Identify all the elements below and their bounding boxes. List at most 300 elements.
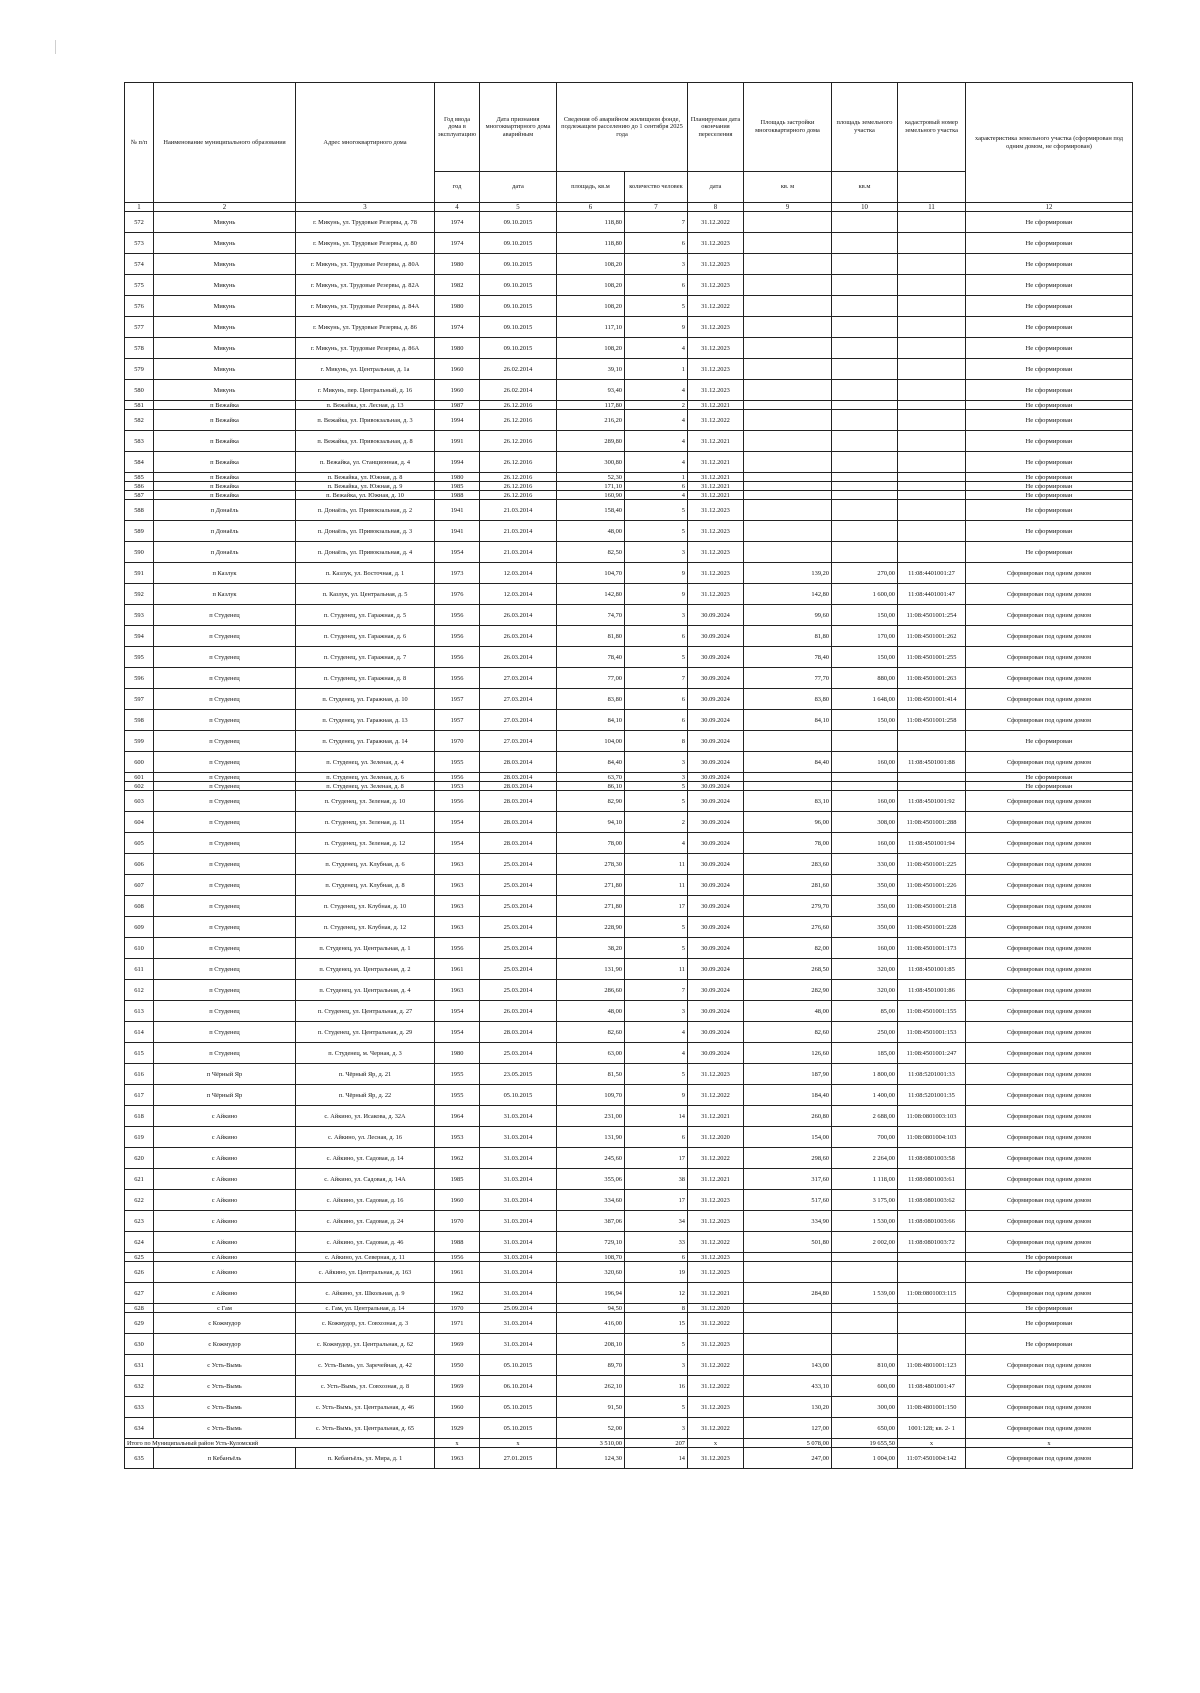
land-area-cell <box>832 338 898 359</box>
planned-date-cell: 30.09.2024 <box>688 626 744 647</box>
area-cell: 63,00 <box>557 1043 625 1064</box>
address-cell: п. Студенец, ул. Гаражная, д. 7 <box>296 647 435 668</box>
address-cell: с. Айкино, ул. Садовая, д. 16 <box>296 1190 435 1211</box>
subheader-year: год <box>435 172 480 203</box>
planned-date-cell: 31.12.2021 <box>688 473 744 482</box>
column-number: 11 <box>898 203 966 212</box>
total-row <box>125 1439 1133 1448</box>
cadastral-cell: 11:08:0801003:72 <box>898 1232 966 1253</box>
area-cell: 104,00 <box>557 731 625 752</box>
address-cell: п. Вежайка, ул. Южная, д. 9 <box>296 482 435 491</box>
header-land-area: площадь земельного участка <box>832 83 898 172</box>
emergency-date-cell: 31.03.2014 <box>480 1334 557 1355</box>
emergency-date-cell: 28.03.2014 <box>480 752 557 773</box>
row-number: 614 <box>125 1022 154 1043</box>
emergency-date-cell: 31.03.2014 <box>480 1106 557 1127</box>
emergency-date-cell: 28.03.2014 <box>480 1022 557 1043</box>
building-area-cell <box>744 482 832 491</box>
cadastral-cell: 11:08:4501001:414 <box>898 689 966 710</box>
row-number: 601 <box>125 773 154 782</box>
people-cell: 9 <box>625 317 688 338</box>
building-area-cell <box>744 380 832 401</box>
land-characteristic-cell: Сформирован под одним домом <box>966 791 1133 812</box>
land-characteristic-cell: Сформирован под одним домом <box>966 605 1133 626</box>
planned-date-cell: 31.12.2023 <box>688 1448 744 1469</box>
building-area-cell <box>744 1304 832 1313</box>
row-number: 618 <box>125 1106 154 1127</box>
land-characteristic-cell: Сформирован под одним домом <box>966 1190 1133 1211</box>
land-characteristic-cell: Не сформирован <box>966 317 1133 338</box>
year-cell: 1988 <box>435 1232 480 1253</box>
municipality-cell: п Вежайка <box>154 473 296 482</box>
land-characteristic-cell: Сформирован под одним домом <box>966 647 1133 668</box>
building-area-cell <box>744 473 832 482</box>
land-characteristic-cell: Сформирован под одним домом <box>966 1043 1133 1064</box>
year-cell: 1954 <box>435 1022 480 1043</box>
land-area-cell <box>832 431 898 452</box>
area-cell: 231,00 <box>557 1106 625 1127</box>
table-row <box>125 605 1133 626</box>
header-address: Адрес многоквартирного дома <box>296 83 435 203</box>
building-area-cell <box>744 233 832 254</box>
land-characteristic-cell: Не сформирован <box>966 452 1133 473</box>
table-row <box>125 491 1133 500</box>
area-cell: 142,80 <box>557 584 625 605</box>
people-cell: 8 <box>625 1304 688 1313</box>
municipality-cell: п Вежайка <box>154 491 296 500</box>
cadastral-cell <box>898 317 966 338</box>
address-cell: с. Айкино, ул. Центральная, д. 163 <box>296 1262 435 1283</box>
cadastral-cell: 11:08:0801003:103 <box>898 1106 966 1127</box>
address-cell: п. Казлук, ул. Восточная, д. 1 <box>296 563 435 584</box>
building-area-cell: 99,60 <box>744 605 832 626</box>
cadastral-cell: 11:08:4501001:153 <box>898 1022 966 1043</box>
people-cell: 11 <box>625 875 688 896</box>
row-number: 591 <box>125 563 154 584</box>
land-characteristic-cell: Сформирован под одним домом <box>966 626 1133 647</box>
people-cell: 9 <box>625 584 688 605</box>
emergency-date-cell: 09.10.2015 <box>480 212 557 233</box>
area-cell: 334,60 <box>557 1190 625 1211</box>
row-number: 633 <box>125 1397 154 1418</box>
row-number: 626 <box>125 1262 154 1283</box>
column-number: 6 <box>557 203 625 212</box>
people-cell: 1 <box>625 359 688 380</box>
row-number: 576 <box>125 296 154 317</box>
row-number: 610 <box>125 938 154 959</box>
column-number: 1 <box>125 203 154 212</box>
table-row <box>125 584 1133 605</box>
table-row <box>125 410 1133 431</box>
building-area-cell <box>744 410 832 431</box>
municipality-cell: п Вежайка <box>154 431 296 452</box>
year-cell: 1941 <box>435 521 480 542</box>
land-characteristic-cell: Сформирован под одним домом <box>966 1397 1133 1418</box>
land-area-cell: 185,00 <box>832 1043 898 1064</box>
cadastral-cell <box>898 773 966 782</box>
row-number: 608 <box>125 896 154 917</box>
address-cell: п. Студенец, ул. Центральная, д. 4 <box>296 980 435 1001</box>
row-number: 632 <box>125 1376 154 1397</box>
land-area-cell <box>832 731 898 752</box>
total-cadastral: x <box>898 1439 966 1448</box>
table-row <box>125 710 1133 731</box>
table-row <box>125 1085 1133 1106</box>
building-area-cell: 268,50 <box>744 959 832 980</box>
building-area-cell: 81,80 <box>744 626 832 647</box>
municipality-cell: с Кожмудор <box>154 1313 296 1334</box>
table-row <box>125 1190 1133 1211</box>
subheader-people: количество человек <box>625 172 688 203</box>
people-cell: 8 <box>625 731 688 752</box>
area-cell: 94,50 <box>557 1304 625 1313</box>
land-characteristic-cell: Не сформирован <box>966 275 1133 296</box>
people-cell: 5 <box>625 791 688 812</box>
people-cell: 9 <box>625 563 688 584</box>
year-cell: 1961 <box>435 959 480 980</box>
planned-date-cell: 31.12.2021 <box>688 431 744 452</box>
year-cell: 1956 <box>435 1253 480 1262</box>
cadastral-cell: 11:08:5201001:35 <box>898 1085 966 1106</box>
emergency-housing-table <box>124 82 1133 1469</box>
municipality-cell: с Айкино <box>154 1262 296 1283</box>
area-cell: 416,00 <box>557 1313 625 1334</box>
year-cell: 1963 <box>435 1448 480 1469</box>
people-cell: 3 <box>625 605 688 626</box>
people-cell: 12 <box>625 1283 688 1304</box>
emergency-date-cell: 05.10.2015 <box>480 1085 557 1106</box>
municipality-cell: с Айкино <box>154 1211 296 1232</box>
year-cell: 1956 <box>435 647 480 668</box>
area-cell: 387,06 <box>557 1211 625 1232</box>
land-area-cell: 2 002,00 <box>832 1232 898 1253</box>
address-cell: п. Вежайка, ул. Южная, д. 10 <box>296 491 435 500</box>
area-cell: 108,20 <box>557 296 625 317</box>
people-cell: 4 <box>625 833 688 854</box>
row-number: 624 <box>125 1232 154 1253</box>
emergency-date-cell: 25.03.2014 <box>480 1043 557 1064</box>
column-number: 12 <box>966 203 1133 212</box>
address-cell: с. Усть-Вымь, ул. Центральная, д. 65 <box>296 1418 435 1439</box>
land-area-cell: 320,00 <box>832 959 898 980</box>
address-cell: п. Чёрный Яр, д. 21 <box>296 1064 435 1085</box>
planned-date-cell: 31.12.2023 <box>688 1262 744 1283</box>
year-cell: 1987 <box>435 401 480 410</box>
table-row <box>125 521 1133 542</box>
emergency-date-cell: 28.03.2014 <box>480 833 557 854</box>
year-cell: 1964 <box>435 1106 480 1127</box>
municipality-cell: п Вежайка <box>154 482 296 491</box>
table-row <box>125 896 1133 917</box>
area-cell: 160,90 <box>557 491 625 500</box>
address-cell: п. Студенец, ул. Зеленая, д. 12 <box>296 833 435 854</box>
year-cell: 1974 <box>435 317 480 338</box>
cadastral-cell <box>898 473 966 482</box>
land-area-cell <box>832 500 898 521</box>
table-row <box>125 401 1133 410</box>
total-plan: x <box>688 1439 744 1448</box>
land-characteristic-cell: Сформирован под одним домом <box>966 896 1133 917</box>
people-cell: 5 <box>625 500 688 521</box>
building-area-cell: 82,60 <box>744 1022 832 1043</box>
subheader-plan-date: дата <box>688 172 744 203</box>
people-cell: 4 <box>625 431 688 452</box>
table-row <box>125 296 1133 317</box>
land-characteristic-cell: Не сформирован <box>966 212 1133 233</box>
land-area-cell <box>832 233 898 254</box>
building-area-cell: 517,60 <box>744 1190 832 1211</box>
row-number: 603 <box>125 791 154 812</box>
planned-date-cell: 31.12.2023 <box>688 254 744 275</box>
municipality-cell: п Вежайка <box>154 452 296 473</box>
address-cell: г. Микунь, ул. Центральная, д. 1а <box>296 359 435 380</box>
cadastral-cell <box>898 212 966 233</box>
year-cell: 1969 <box>435 1376 480 1397</box>
area-cell: 81,80 <box>557 626 625 647</box>
land-characteristic-cell: Не сформирован <box>966 782 1133 791</box>
planned-date-cell: 30.09.2024 <box>688 1043 744 1064</box>
address-cell: с. Айкино, ул. Садовая, д. 24 <box>296 1211 435 1232</box>
cadastral-cell: 11:08:4501001:263 <box>898 668 966 689</box>
address-cell: п. Студенец, ул. Клубная, д. 10 <box>296 896 435 917</box>
land-characteristic-cell: Сформирован под одним домом <box>966 1376 1133 1397</box>
people-cell: 5 <box>625 1334 688 1355</box>
row-number: 629 <box>125 1313 154 1334</box>
municipality-cell: п Студенец <box>154 689 296 710</box>
municipality-cell: Микунь <box>154 338 296 359</box>
table-row <box>125 1253 1133 1262</box>
municipality-cell: п Студенец <box>154 668 296 689</box>
cadastral-cell <box>898 1313 966 1334</box>
row-number: 593 <box>125 605 154 626</box>
land-area-cell <box>832 410 898 431</box>
people-cell: 38 <box>625 1169 688 1190</box>
cadastral-cell: 11:08:4501001:258 <box>898 710 966 731</box>
emergency-date-cell: 26.03.2014 <box>480 626 557 647</box>
planned-date-cell: 31.12.2023 <box>688 1064 744 1085</box>
area-cell: 89,70 <box>557 1355 625 1376</box>
address-cell: п. Студенец, ул. Центральная, д. 27 <box>296 1001 435 1022</box>
people-cell: 6 <box>625 233 688 254</box>
municipality-cell: п Студенец <box>154 1022 296 1043</box>
land-area-cell <box>832 491 898 500</box>
area-cell: 355,06 <box>557 1169 625 1190</box>
table-row <box>125 773 1133 782</box>
land-area-cell: 600,00 <box>832 1376 898 1397</box>
address-cell: п. Чёрный Яр, д. 22 <box>296 1085 435 1106</box>
year-cell: 1960 <box>435 1397 480 1418</box>
row-number: 617 <box>125 1085 154 1106</box>
column-number: 7 <box>625 203 688 212</box>
cadastral-cell: 11:08:4501001:255 <box>898 647 966 668</box>
people-cell: 17 <box>625 896 688 917</box>
land-characteristic-cell: Не сформирован <box>966 254 1133 275</box>
area-cell: 108,20 <box>557 254 625 275</box>
total-date: x <box>480 1439 557 1448</box>
year-cell: 1970 <box>435 1304 480 1313</box>
cadastral-cell: 11:08:4801001:150 <box>898 1397 966 1418</box>
column-number-row <box>125 203 1133 212</box>
area-cell: 38,20 <box>557 938 625 959</box>
emergency-date-cell: 25.03.2014 <box>480 938 557 959</box>
row-number: 622 <box>125 1190 154 1211</box>
planned-date-cell: 30.09.2024 <box>688 689 744 710</box>
area-cell: 84,10 <box>557 710 625 731</box>
cadastral-cell <box>898 542 966 563</box>
planned-date-cell: 31.12.2023 <box>688 521 744 542</box>
cadastral-cell: 11:08:4501001:155 <box>898 1001 966 1022</box>
address-cell: п. Вежайка, ул. Станционная, д. 4 <box>296 452 435 473</box>
address-cell: с. Усть-Вымь, ул. Центральная, д. 46 <box>296 1397 435 1418</box>
land-area-cell: 2 264,00 <box>832 1148 898 1169</box>
municipality-cell: п Вежайка <box>154 401 296 410</box>
total-characteristic: x <box>966 1439 1133 1448</box>
area-cell: 216,20 <box>557 410 625 431</box>
land-characteristic-cell: Сформирован под одним домом <box>966 1211 1133 1232</box>
area-cell: 228,90 <box>557 917 625 938</box>
area-cell: 131,90 <box>557 959 625 980</box>
planned-date-cell: 30.09.2024 <box>688 959 744 980</box>
people-cell: 5 <box>625 782 688 791</box>
row-number: 595 <box>125 647 154 668</box>
municipality-cell: п Донаёль <box>154 500 296 521</box>
area-cell: 108,20 <box>557 275 625 296</box>
municipality-cell: п Студенец <box>154 938 296 959</box>
building-area-cell: 139,20 <box>744 563 832 584</box>
column-number: 4 <box>435 203 480 212</box>
area-cell: 78,00 <box>557 833 625 854</box>
planned-date-cell: 30.09.2024 <box>688 1001 744 1022</box>
land-characteristic-cell: Сформирован под одним домом <box>966 1001 1133 1022</box>
land-characteristic-cell: Не сформирован <box>966 1304 1133 1313</box>
row-number: 583 <box>125 431 154 452</box>
header-number: № п/п <box>125 83 154 203</box>
planned-date-cell: 31.12.2021 <box>688 401 744 410</box>
planned-date-cell: 31.12.2023 <box>688 1334 744 1355</box>
cadastral-cell <box>898 1304 966 1313</box>
cadastral-cell <box>898 521 966 542</box>
municipality-cell: с Айкино <box>154 1169 296 1190</box>
address-cell: с. Кожмудор, ул. Центральная, д. 62 <box>296 1334 435 1355</box>
area-cell: 82,50 <box>557 542 625 563</box>
subheader-date: дата <box>480 172 557 203</box>
cadastral-cell: 11:08:0801003:61 <box>898 1169 966 1190</box>
table-row <box>125 1022 1133 1043</box>
row-number: 615 <box>125 1043 154 1064</box>
table-row <box>125 1043 1133 1064</box>
address-cell: с. Айкино, ул. Садовая, д. 14А <box>296 1169 435 1190</box>
land-area-cell <box>832 1253 898 1262</box>
land-characteristic-cell: Не сформирован <box>966 1313 1133 1334</box>
people-cell: 1 <box>625 473 688 482</box>
people-cell: 6 <box>625 710 688 731</box>
emergency-date-cell: 28.03.2014 <box>480 773 557 782</box>
year-cell: 1941 <box>435 500 480 521</box>
emergency-date-cell: 26.03.2014 <box>480 647 557 668</box>
emergency-date-cell: 31.03.2014 <box>480 1253 557 1262</box>
address-cell: г. Микунь, ул. Трудовые Резервы, д. 80А <box>296 254 435 275</box>
planned-date-cell: 31.12.2022 <box>688 1418 744 1439</box>
area-cell: 52,00 <box>557 1418 625 1439</box>
people-cell: 3 <box>625 1001 688 1022</box>
land-characteristic-cell: Не сформирован <box>966 233 1133 254</box>
municipality-cell: п Казлук <box>154 563 296 584</box>
row-number: 584 <box>125 452 154 473</box>
land-characteristic-cell: Не сформирован <box>966 296 1133 317</box>
row-number: 597 <box>125 689 154 710</box>
municipality-cell: п Студенец <box>154 791 296 812</box>
row-number: 604 <box>125 812 154 833</box>
planned-date-cell: 31.12.2020 <box>688 1127 744 1148</box>
emergency-date-cell: 05.10.2015 <box>480 1397 557 1418</box>
year-cell: 1985 <box>435 1169 480 1190</box>
emergency-date-cell: 09.10.2015 <box>480 338 557 359</box>
table-row <box>125 1304 1133 1313</box>
emergency-date-cell: 25.03.2014 <box>480 854 557 875</box>
emergency-date-cell: 05.10.2015 <box>480 1355 557 1376</box>
header-year-built: Год ввода дома в эксплуатацию <box>435 83 480 172</box>
planned-date-cell: 30.09.2024 <box>688 752 744 773</box>
land-area-cell: 308,00 <box>832 812 898 833</box>
emergency-date-cell: 12.03.2014 <box>480 584 557 605</box>
emergency-date-cell: 21.03.2014 <box>480 500 557 521</box>
cadastral-cell: 11:08:0801003:62 <box>898 1190 966 1211</box>
cadastral-cell: 11:08:4501001:288 <box>898 812 966 833</box>
municipality-cell: с Айкино <box>154 1253 296 1262</box>
row-number: 585 <box>125 473 154 482</box>
cadastral-cell <box>898 380 966 401</box>
building-area-cell: 48,00 <box>744 1001 832 1022</box>
land-characteristic-cell: Сформирован под одним домом <box>966 833 1133 854</box>
cadastral-cell <box>898 254 966 275</box>
cadastral-cell: 11:08:4501001:247 <box>898 1043 966 1064</box>
municipality-cell: с Усть-Вымь <box>154 1397 296 1418</box>
land-area-cell <box>832 1262 898 1283</box>
land-area-cell: 650,00 <box>832 1418 898 1439</box>
header-cadastral: кадастровый номер земельного участка <box>898 83 966 172</box>
address-cell: п. Донаёль, ул. Привокзальная, д. 3 <box>296 521 435 542</box>
land-characteristic-cell: Сформирован под одним домом <box>966 812 1133 833</box>
people-cell: 11 <box>625 959 688 980</box>
emergency-date-cell: 25.03.2014 <box>480 980 557 1001</box>
subheader-build-units: кв. м <box>744 172 832 203</box>
people-cell: 33 <box>625 1232 688 1253</box>
table-row <box>125 1376 1133 1397</box>
row-number: 611 <box>125 959 154 980</box>
year-cell: 1980 <box>435 473 480 482</box>
land-characteristic-cell: Не сформирован <box>966 1253 1133 1262</box>
building-area-cell: 142,80 <box>744 584 832 605</box>
land-characteristic-cell: Не сформирован <box>966 731 1133 752</box>
land-area-cell <box>832 275 898 296</box>
column-number: 2 <box>154 203 296 212</box>
area-cell: 320,60 <box>557 1262 625 1283</box>
building-area-cell: 78,40 <box>744 647 832 668</box>
emergency-date-cell: 31.03.2014 <box>480 1313 557 1334</box>
cadastral-cell: 11:08:4501001:218 <box>898 896 966 917</box>
year-cell: 1980 <box>435 1043 480 1064</box>
people-cell: 14 <box>625 1448 688 1469</box>
planned-date-cell: 30.09.2024 <box>688 980 744 1001</box>
land-area-cell: 160,00 <box>832 833 898 854</box>
row-number: 602 <box>125 782 154 791</box>
row-number: 599 <box>125 731 154 752</box>
land-area-cell <box>832 782 898 791</box>
land-characteristic-cell: Не сформирован <box>966 542 1133 563</box>
planned-date-cell: 30.09.2024 <box>688 791 744 812</box>
year-cell: 1954 <box>435 833 480 854</box>
municipality-cell: с Айкино <box>154 1148 296 1169</box>
